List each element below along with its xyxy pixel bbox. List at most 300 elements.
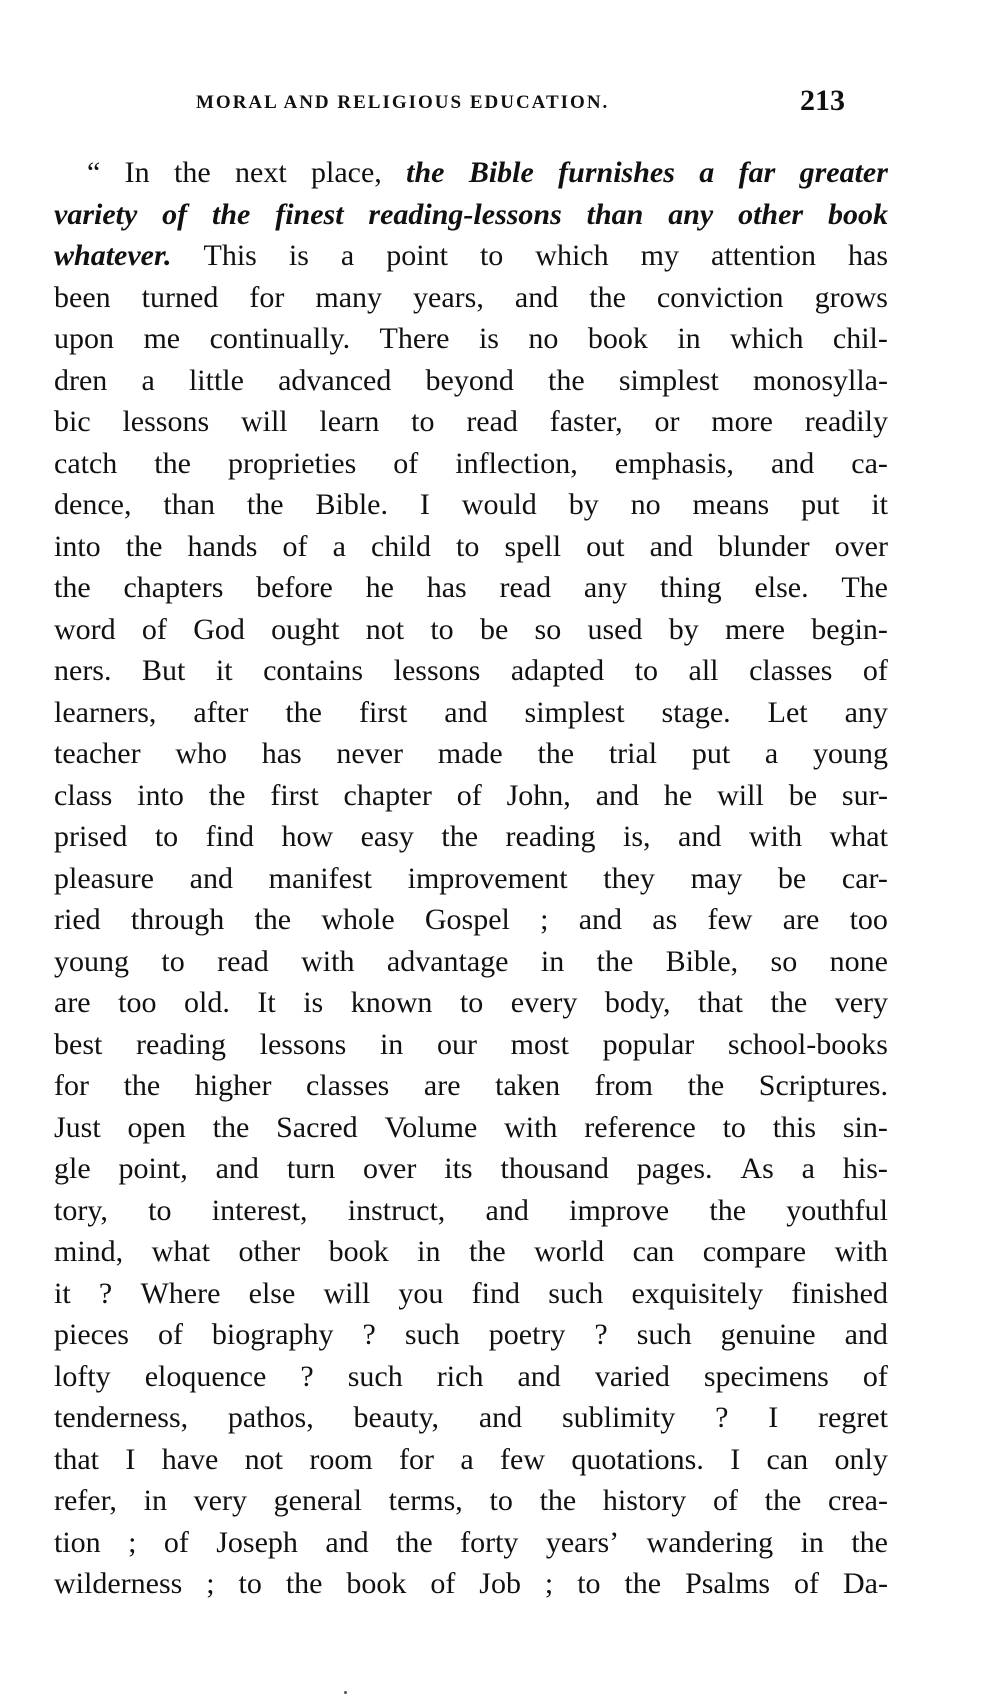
word: blunder <box>717 529 810 563</box>
text-line <box>54 194 888 236</box>
word: teacher <box>54 737 141 770</box>
word: no <box>630 488 661 521</box>
word: of <box>163 1525 189 1559</box>
body-text <box>54 152 888 1605</box>
word: “ <box>87 156 101 189</box>
word: other <box>238 1235 301 1268</box>
word: to <box>161 944 185 978</box>
word: Bible <box>468 156 534 189</box>
word: any <box>583 571 628 604</box>
word: simplest <box>524 695 625 729</box>
word: of <box>430 1567 456 1600</box>
word: body, <box>604 986 671 1019</box>
word: adapted <box>510 654 605 687</box>
word: sin- <box>842 1110 888 1144</box>
word: ? <box>98 1276 113 1310</box>
word: ; <box>544 1567 554 1600</box>
word: the <box>770 986 808 1019</box>
word: a <box>332 529 346 563</box>
word: it <box>871 488 888 521</box>
word: not <box>244 1442 284 1476</box>
word: such <box>548 1276 604 1310</box>
word: to <box>411 405 435 438</box>
word: youthful <box>786 1193 888 1227</box>
word: tenderness, <box>54 1401 189 1434</box>
word: I <box>768 1401 779 1434</box>
word: car- <box>841 861 888 895</box>
word: variety <box>54 197 138 231</box>
word: higher <box>194 1069 272 1102</box>
word: pages. <box>636 1152 713 1185</box>
word: a <box>764 737 779 770</box>
word: Where <box>140 1276 221 1310</box>
word: never <box>336 737 404 770</box>
word: that <box>698 986 743 1019</box>
word: over <box>363 1152 417 1185</box>
word: such <box>347 1359 403 1393</box>
word: with <box>834 1235 888 1268</box>
word: to <box>489 1484 513 1517</box>
word: classes <box>306 1069 390 1102</box>
word: thing <box>659 571 722 604</box>
word: read <box>499 571 552 604</box>
word: wandering <box>646 1525 774 1559</box>
word: contains <box>263 654 364 687</box>
text-line <box>54 692 888 734</box>
word: monosylla- <box>753 363 888 397</box>
text-line <box>54 1522 888 1564</box>
word: in <box>143 1484 167 1517</box>
word: as <box>652 903 678 936</box>
word: the <box>764 1484 802 1517</box>
word: and <box>595 778 640 812</box>
word: is <box>478 322 499 355</box>
word: else <box>248 1276 296 1310</box>
word: book <box>587 322 648 355</box>
word: instruct, <box>347 1193 446 1227</box>
word: eloquence <box>144 1359 267 1393</box>
word: specimens <box>703 1359 829 1393</box>
word: Let <box>767 695 808 729</box>
word: little <box>188 363 244 397</box>
word: the <box>254 903 292 936</box>
word: tion <box>54 1525 101 1559</box>
word: been <box>54 280 111 314</box>
word: read <box>466 405 518 438</box>
word: God <box>193 612 245 646</box>
word: book <box>827 197 888 231</box>
word: gle <box>54 1152 91 1185</box>
word: and <box>478 1401 523 1434</box>
word: dence, <box>54 488 132 521</box>
word: turn <box>286 1152 336 1185</box>
word: is <box>288 239 309 272</box>
word: such <box>404 1318 460 1351</box>
word: of <box>282 529 308 563</box>
word: proprieties <box>227 446 357 480</box>
word: of <box>162 197 188 231</box>
word: can <box>632 1235 675 1268</box>
word: pathos, <box>227 1401 314 1434</box>
word: is, <box>623 820 651 853</box>
word: manifest <box>268 861 372 895</box>
word: furnishes <box>558 156 675 189</box>
word: trial <box>608 737 658 770</box>
printing-speck <box>344 1691 347 1694</box>
word: and <box>517 1359 561 1393</box>
word: dren <box>54 363 108 397</box>
word: to <box>459 986 484 1019</box>
text-line <box>54 1024 888 1066</box>
word: put <box>801 488 840 521</box>
word: find <box>471 1276 520 1310</box>
word: not <box>365 612 405 646</box>
text-line <box>54 1231 888 1273</box>
word: with <box>748 820 803 853</box>
word: and <box>189 861 233 895</box>
word: the <box>285 1567 323 1600</box>
word: from <box>594 1069 653 1102</box>
word: be <box>788 778 818 812</box>
word: point <box>386 239 448 272</box>
word: varied <box>594 1359 670 1393</box>
word: in <box>800 1525 824 1559</box>
word: and <box>444 695 488 729</box>
word: by <box>568 488 599 521</box>
word: chapters <box>123 571 224 604</box>
word: or <box>654 405 680 438</box>
word: ried <box>54 903 101 936</box>
word: catch <box>54 446 118 480</box>
word: place, <box>311 156 382 189</box>
word: whatever. <box>54 239 172 272</box>
word: book <box>346 1567 407 1600</box>
word: Joseph <box>216 1525 298 1559</box>
word: who <box>175 737 227 770</box>
word: for <box>249 280 285 314</box>
word: and <box>485 1193 529 1227</box>
word: the <box>123 1069 161 1102</box>
word: old. <box>184 986 230 1019</box>
word: biography <box>211 1318 334 1351</box>
word: are <box>782 903 820 936</box>
word: they <box>603 861 655 895</box>
word: and <box>215 1152 259 1185</box>
text-line <box>54 982 888 1024</box>
word: general <box>273 1484 362 1517</box>
word: he <box>663 778 693 812</box>
word: to <box>154 820 179 853</box>
word: It <box>257 986 276 1019</box>
word: before <box>256 571 333 604</box>
word: of <box>157 1318 183 1351</box>
word: reference <box>584 1110 696 1144</box>
word: known <box>350 986 433 1019</box>
word: for <box>54 1069 89 1102</box>
word: than <box>586 197 644 231</box>
word: of <box>456 778 482 812</box>
word: our <box>436 1027 477 1061</box>
word: the <box>208 778 246 812</box>
word: finest <box>275 197 344 231</box>
word: a <box>801 1152 815 1185</box>
word: Bible. <box>315 488 388 521</box>
text-line <box>54 567 888 609</box>
word: Da- <box>842 1567 888 1600</box>
word: with <box>504 1110 558 1144</box>
word: my <box>640 239 679 272</box>
word: the <box>589 280 626 314</box>
word: the <box>212 197 251 231</box>
word: John, <box>506 778 571 812</box>
word: will <box>240 405 288 438</box>
word: made <box>437 737 503 770</box>
word: exquisitely <box>631 1276 764 1310</box>
word: history <box>602 1484 687 1517</box>
word: his- <box>842 1152 888 1185</box>
word: turned <box>141 280 219 314</box>
text-line <box>54 484 888 526</box>
word: be <box>479 612 509 646</box>
word: quotations. <box>571 1442 704 1476</box>
word: he <box>365 571 394 604</box>
word: the <box>441 820 479 853</box>
word: mere <box>725 612 785 646</box>
word: easy <box>360 820 414 853</box>
word: lessons <box>393 654 481 687</box>
word: after <box>193 695 249 729</box>
word: poetry <box>488 1318 566 1351</box>
word: through <box>130 903 225 936</box>
word: There <box>379 322 450 355</box>
word: which <box>535 239 609 272</box>
word: so <box>534 612 562 646</box>
word: in <box>379 1027 404 1061</box>
word: tory, <box>54 1193 108 1227</box>
word: all <box>688 654 719 687</box>
word: me <box>143 322 181 355</box>
word: world <box>534 1235 605 1268</box>
word: In <box>124 156 150 189</box>
word: of <box>393 446 419 480</box>
word: in <box>677 322 701 355</box>
word: wilderness <box>54 1567 183 1600</box>
word: ? <box>594 1318 608 1351</box>
word: the <box>624 1567 662 1600</box>
word: too <box>849 903 888 936</box>
word: few <box>500 1442 546 1476</box>
word: pleasure <box>54 861 154 895</box>
word: But <box>142 654 186 687</box>
word: many <box>315 280 383 314</box>
word: over <box>834 529 888 563</box>
word: the <box>539 1484 577 1517</box>
word: by <box>668 612 699 646</box>
word: for <box>399 1442 435 1476</box>
word: point, <box>118 1152 188 1185</box>
word: learners, <box>54 695 157 729</box>
word: regret <box>817 1401 888 1434</box>
word: the <box>548 363 585 397</box>
word: compare <box>702 1235 807 1268</box>
word: only <box>834 1442 888 1476</box>
word: Scriptures. <box>758 1069 888 1102</box>
word: finished <box>791 1276 888 1310</box>
text-line <box>54 360 888 402</box>
word: means <box>692 488 770 521</box>
word: lofty <box>54 1359 111 1393</box>
word: into <box>54 529 101 563</box>
word: that <box>54 1442 99 1476</box>
word: conviction <box>656 280 784 314</box>
word: such <box>636 1318 692 1351</box>
word: no <box>528 322 559 355</box>
word: refer, <box>54 1484 117 1517</box>
word: advantage <box>386 944 509 978</box>
word: it <box>215 654 233 687</box>
text-line <box>54 1065 888 1107</box>
word: and <box>844 1318 888 1351</box>
word: any <box>668 197 714 231</box>
word: to <box>148 1193 172 1227</box>
word: young <box>812 737 888 770</box>
word: than <box>163 488 216 521</box>
text-line <box>54 733 888 775</box>
word: continually. <box>209 322 351 355</box>
running-head: MORAL AND RELIGIOUS EDUCATION. <box>196 92 610 113</box>
text-line <box>54 526 888 568</box>
word: I <box>419 488 430 521</box>
word: to <box>430 612 454 646</box>
word: first <box>270 778 319 812</box>
word: stage. <box>661 695 731 729</box>
word: what <box>151 1235 210 1268</box>
word: beyond <box>425 363 514 397</box>
word: faster, <box>549 405 623 438</box>
word: the <box>537 737 575 770</box>
text-line <box>54 1148 888 1190</box>
word: reading-lessons <box>368 197 562 231</box>
text-line <box>54 1439 888 1481</box>
text-line <box>54 609 888 651</box>
word: of <box>794 1567 820 1600</box>
text-line <box>54 277 888 319</box>
word: far <box>738 156 776 189</box>
text-line <box>54 858 888 900</box>
word: ; <box>128 1525 137 1559</box>
word: the <box>596 944 634 978</box>
word: Sacred <box>276 1110 358 1144</box>
word: lessons <box>122 405 210 438</box>
word: the <box>212 1110 250 1144</box>
word: the <box>125 529 163 563</box>
word: into <box>137 778 184 812</box>
word: lessons <box>259 1027 347 1061</box>
word: few <box>707 903 753 936</box>
word: school-books <box>727 1027 888 1061</box>
word: very <box>834 986 888 1019</box>
word: Just <box>54 1110 101 1144</box>
word: Volume <box>384 1110 478 1144</box>
word: in <box>540 944 565 978</box>
word: is <box>303 986 324 1019</box>
word: what <box>829 820 888 853</box>
word: its <box>444 1152 473 1185</box>
word: interest, <box>211 1193 308 1227</box>
word: of <box>862 1359 888 1393</box>
word: most <box>510 1027 569 1061</box>
word: with <box>301 944 355 978</box>
word: a <box>141 363 155 397</box>
word: the <box>174 156 211 189</box>
word: I <box>730 1442 741 1476</box>
word: the <box>246 488 284 521</box>
word: emphasis, <box>614 446 734 480</box>
word: crea- <box>828 1484 888 1517</box>
text-line <box>54 318 888 360</box>
word: classes <box>749 654 833 687</box>
word: ; <box>206 1567 215 1600</box>
word: improve <box>569 1193 670 1227</box>
word: word <box>54 612 116 646</box>
word: Gospel <box>424 903 510 936</box>
word: chil- <box>832 322 888 355</box>
word: very <box>193 1484 247 1517</box>
text-line <box>54 941 888 983</box>
word: Job <box>479 1567 521 1600</box>
word: will <box>717 778 764 812</box>
word: improvement <box>407 861 568 895</box>
word: of <box>862 654 888 687</box>
word: more <box>711 405 773 438</box>
text-line <box>54 1397 888 1439</box>
text-line <box>54 650 888 692</box>
word: Psalms <box>685 1567 771 1600</box>
word: a <box>699 156 715 189</box>
word: has <box>848 239 888 272</box>
word: would <box>461 488 537 521</box>
word: the <box>154 446 191 480</box>
text-line <box>54 1563 888 1605</box>
word: ? <box>362 1318 376 1351</box>
word: class <box>54 778 113 812</box>
word: grows <box>814 280 888 314</box>
word: mind, <box>54 1235 124 1268</box>
word: a <box>460 1442 474 1476</box>
text-line <box>54 401 888 443</box>
word: which <box>730 322 804 355</box>
word: spell <box>504 529 562 563</box>
word: room <box>309 1442 373 1476</box>
word: other <box>738 197 804 231</box>
word: the <box>396 1525 433 1559</box>
word: and <box>649 529 693 563</box>
word: of <box>712 1484 738 1517</box>
word: begin- <box>811 612 888 646</box>
word: out <box>586 529 625 563</box>
word: open <box>127 1110 186 1144</box>
word: to <box>577 1567 601 1600</box>
word: whole <box>321 903 395 936</box>
word: this <box>772 1110 817 1144</box>
word: be <box>777 861 807 895</box>
word: years’ <box>545 1525 620 1559</box>
word: has <box>426 571 467 604</box>
word: and <box>770 446 815 480</box>
word: read <box>217 944 269 978</box>
word: can <box>766 1442 809 1476</box>
word: Bible, <box>665 944 739 978</box>
